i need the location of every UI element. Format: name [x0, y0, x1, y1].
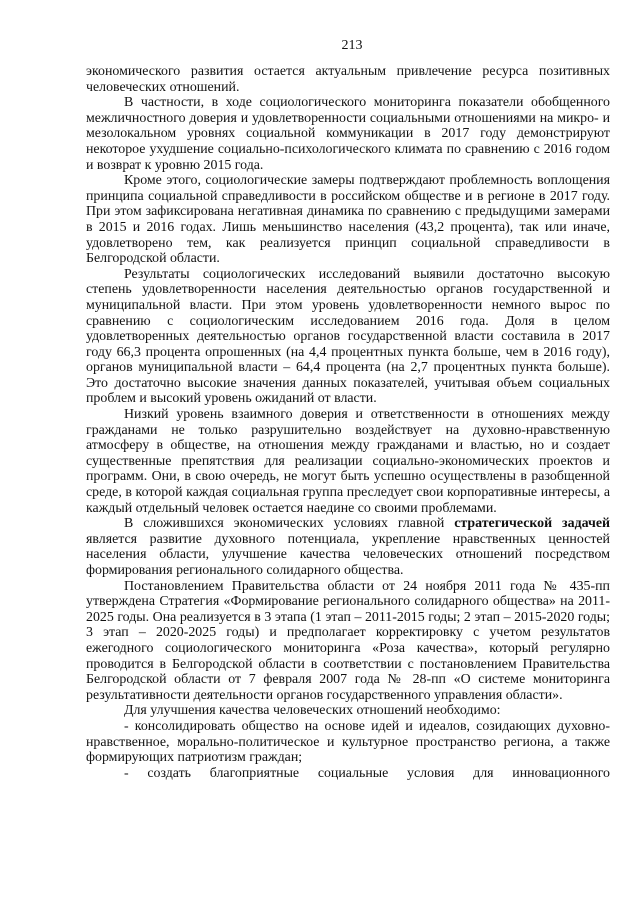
list-item-1: - консолидировать общество на основе идей и идеалов, созидающих духовно-нравственное, морально-политическое и культурное пространство региона, а также формирующих патриотизм граждан;: [86, 718, 610, 766]
paragraph-1: экономического развития остается актуальным привлечение ресурса позитивных человеческих отношений.: [86, 64, 610, 95]
page-number: 213: [341, 38, 363, 53]
paragraph-6: [86, 516, 610, 578]
paragraph-2: В частности, в ходе социологического мониторинга показатели обобщенного межличностного доверия и удовлетворенности социальными отношениями на микро- и мезолокальном уровнях социальной коммуникации в 2017 году демонстрируют некоторое ухудшение социально-психологического климата по сравнению с 2016 годом и возврат к уровню 2015 года.: [86, 95, 610, 173]
paragraph-6-text-end: является развитие духовного потенциала, укрепление нравственных ценностей населения области, улучшение качества человеческих отношений посредством формирования регионального солидарного общества.: [86, 531, 610, 578]
strategic-task-emphasis: стратегической задачей: [454, 516, 610, 532]
list-item-2: - создать благоприятные социальные условия для инновационного: [124, 765, 610, 781]
paragraph-7: Постановлением Правительства области от 24 ноября 2011 года № 435-пп утверждена Стратегия «Формирование регионального солидарного общества» на 2011-2025 годы. Она реализуется в 3 этапа (1 этап – 2011-2015 годы; 2 этап – 2015-2020 годы; 3 этап – 2020-2025 годы) и предполагает корректировку с учетом результатов ежегодного социологического мониторинга «Роза качества», который регулярно проводится в Белгородской области в соответствии с постановлением Правительства Белгородской области от 7 февраля 2007 года № 28-пп «О системе мониторинга результативности деятельности органов государственного управления области».: [86, 578, 610, 703]
paragraph-3: Кроме этого, социологические замеры подтверждают проблемность воплощения принципа социальной справедливости в российском обществе и в регионе в 2017 году. При этом зафиксирована негативная динамика по сравнению с предыдущими замерами в 2015 и 2016 годах. Лишь меньшинство населения (43,2 процента), так или иначе, удовлетворено тем, как реализуется принцип социальной справедливости в Белгородской области.: [86, 173, 610, 267]
paragraph-8: Для улучшения качества человеческих отношений необходимо:: [124, 703, 501, 719]
paragraph-4: Результаты социологических исследований выявили достаточно высокую степень удовлетворенности населения деятельностью органов государственной и муниципальной власти. При этом уровень удовлетворенности немного вырос по сравнению с социологическим исследованием 2016 года. Доля в целом удовлетворенных деятельностью органов государственной власти составила в 2017 году 66,3 процента опрошенных (на 4,4 процентных пункта больше, чем в 2016 году), органов муниципальной власти – 64,4 процента (на 2,7 процентных пункта больше). Это достаточно высокие значения данных показателей, учитывая объем социальных проблем и высокий уровень ожиданий от власти.: [86, 266, 610, 407]
paragraph-5: Низкий уровень взаимного доверия и ответственности в отношениях между гражданами не только разрушительно воздействует на духовно-нравственную атмосферу в обществе, на отношения между гражданами и властью, но и создает существенные препятствия для реализации социально-экономических проектов и программ. Они, в свою очередь, не могут быть успешно осуществлены в разобщенной среде, в которой каждая социальная группа преследует свои корпоративные интересы, а каждый отдельный человек остается наедине со своими проблемами.: [86, 407, 610, 516]
paragraph-6-text-start: В сложившихся экономических условиях главной: [124, 516, 455, 532]
